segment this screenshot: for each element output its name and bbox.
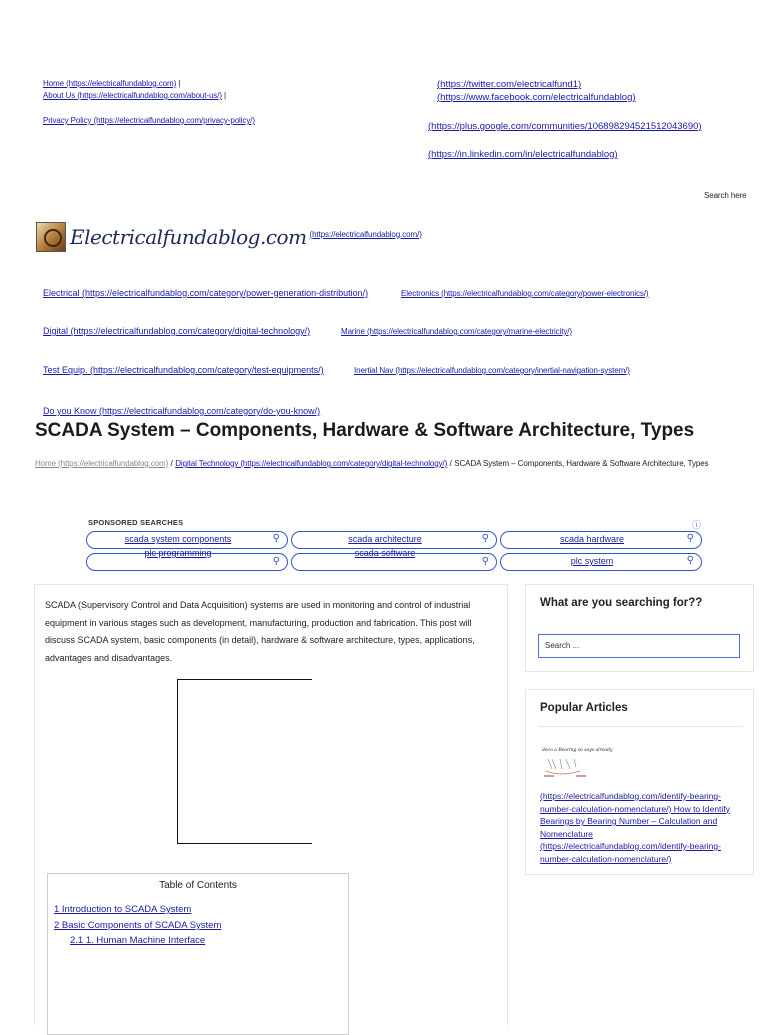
- search-icon: ⚲: [272, 556, 280, 567]
- google-plus-link[interactable]: (https://plus.google.com/communities/106898294521512043690): [428, 121, 702, 132]
- search-icon: ⚲: [481, 533, 489, 544]
- breadcrumb-home[interactable]: Home (https://electricalfundablog.com): [35, 459, 169, 468]
- sponsored-search-label: scada architecture: [348, 534, 422, 544]
- info-icon[interactable]: ⓘ: [692, 520, 702, 530]
- nav-about-link[interactable]: About Us (https://electricalfundablog.com/about-us/): [43, 91, 222, 100]
- article-image: [177, 679, 312, 844]
- search-here-label[interactable]: Search here: [704, 191, 747, 200]
- breadcrumb-current: SCADA System – Components, Hardware & Software Architecture, Types: [454, 459, 709, 468]
- breadcrumb: [35, 454, 735, 473]
- search-icon: ⚲: [686, 555, 694, 566]
- logo-text: Electricalfundablog.com: [70, 225, 307, 249]
- sponsored-search-label: plc system: [570, 556, 614, 566]
- page-title: SCADA System – Components, Hardware & Software Architecture, Types: [35, 420, 695, 441]
- toc-item[interactable]: 2.1 1. Human Machine Interface: [70, 935, 206, 946]
- sponsored-search-label: plc programming: [144, 548, 212, 558]
- sponsored-search-scada-software[interactable]: [291, 548, 497, 571]
- divider: [538, 726, 743, 727]
- sponsored-search-plc-programming[interactable]: [86, 548, 288, 571]
- toc-heading: Table of Contents: [159, 880, 237, 891]
- article-thumbnail[interactable]: [540, 745, 613, 785]
- nav-separator: |: [178, 79, 181, 88]
- category-inertial-nav[interactable]: Inertial Nav (https://electricalfundablog.com/category/inertial-navigation-system/): [354, 366, 630, 375]
- article-intro: SCADA (Supervisory Control and Data Acquisition) systems are used in monitoring and control of industrial equipment in various stages such as development, manufacturing, production and fabrication. This post will discuss SCADA system, basic components (in detail), hardware & software architecture, types, applications, advantages and disadvantages.: [45, 600, 475, 663]
- nav-home-link[interactable]: Home (https://electricalfundablog.com): [43, 79, 177, 88]
- category-electrical[interactable]: Electrical (https://electricalfundablog.com/category/power-generation-distribution/): [43, 288, 369, 298]
- category-test-equip[interactable]: Test Equip. (https://electricalfundablog.com/category/test-equipments/): [43, 365, 324, 375]
- sponsored-search-plc-system[interactable]: [500, 553, 702, 571]
- sidebar-search-widget: [525, 584, 754, 672]
- sponsored-search-label: scada hardware: [559, 534, 625, 544]
- table-of-contents: [47, 873, 349, 1035]
- logo-link[interactable]: (https://electricalfundablog.com/): [309, 229, 422, 239]
- category-marine[interactable]: Marine (https://electricalfundablog.com/category/marine-electricity/): [341, 327, 572, 336]
- category-digital[interactable]: Digital (https://electricalfundablog.com/category/digital-technology/): [43, 326, 311, 336]
- article-content: [34, 584, 508, 1025]
- breadcrumb-separator: /: [447, 458, 455, 468]
- svg-text:deco a Bearing so says already: deco a Bearing so says already: [542, 748, 613, 753]
- toc-item[interactable]: 2 Basic Components of SCADA System: [54, 920, 222, 931]
- logo-icon: [36, 222, 66, 252]
- nav-separator: |: [224, 91, 227, 100]
- sponsored-search-scada-architecture[interactable]: [291, 531, 497, 549]
- bearing-diagram-icon: [540, 745, 613, 785]
- sponsored-search-scada-hardware[interactable]: [500, 531, 702, 549]
- breadcrumb-separator: /: [168, 458, 176, 468]
- sidebar-search-input[interactable]: Search ...: [538, 634, 740, 658]
- sponsored-search-scada-components[interactable]: [86, 531, 288, 549]
- sponsored-search-label: scada system components: [124, 534, 232, 544]
- toc-item[interactable]: 1 Introduction to SCADA System: [54, 904, 192, 915]
- category-electronics[interactable]: Electronics (https://electricalfundablog.com/category/power-electronics/): [401, 289, 649, 298]
- site-logo[interactable]: [36, 222, 422, 252]
- search-icon: ⚲: [481, 556, 489, 567]
- sponsored-search-label: scada software: [354, 548, 416, 558]
- twitter-link[interactable]: (https://twitter.com/electricalfund1): [437, 79, 582, 90]
- popular-article-link[interactable]: (https://electricalfundablog.com/identify-bearing-number-calculation-nomenclature/) How to Identify Bearings by Bearing Number – Calculation and Nomenclature (https://electricalfundablog.com/identify-bearing-number-calculation-nomenclature/): [540, 791, 730, 864]
- facebook-link[interactable]: (https://www.facebook.com/electricalfundablog): [437, 92, 636, 103]
- category-do-you-know[interactable]: Do you Know (https://electricalfundablog.com/category/do-you-know/): [43, 406, 321, 416]
- breadcrumb-category[interactable]: Digital Technology (https://electricalfundablog.com/category/digital-technology/): [175, 459, 448, 468]
- sponsored-label: SPONSORED SEARCHES: [88, 518, 184, 527]
- search-icon: ⚲: [686, 533, 694, 544]
- sidebar-search-heading: What are you searching for??: [540, 597, 703, 609]
- search-icon: ⚲: [272, 533, 280, 544]
- top-nav: [43, 78, 255, 127]
- nav-privacy-link[interactable]: Privacy Policy (https://electricalfundablog.com/privacy-policy/): [43, 116, 255, 125]
- popular-articles-heading: Popular Articles: [540, 702, 628, 714]
- linkedin-link[interactable]: (https://in.linkedin.com/in/electricalfundablog): [428, 149, 618, 160]
- sidebar-popular-widget: [525, 689, 754, 875]
